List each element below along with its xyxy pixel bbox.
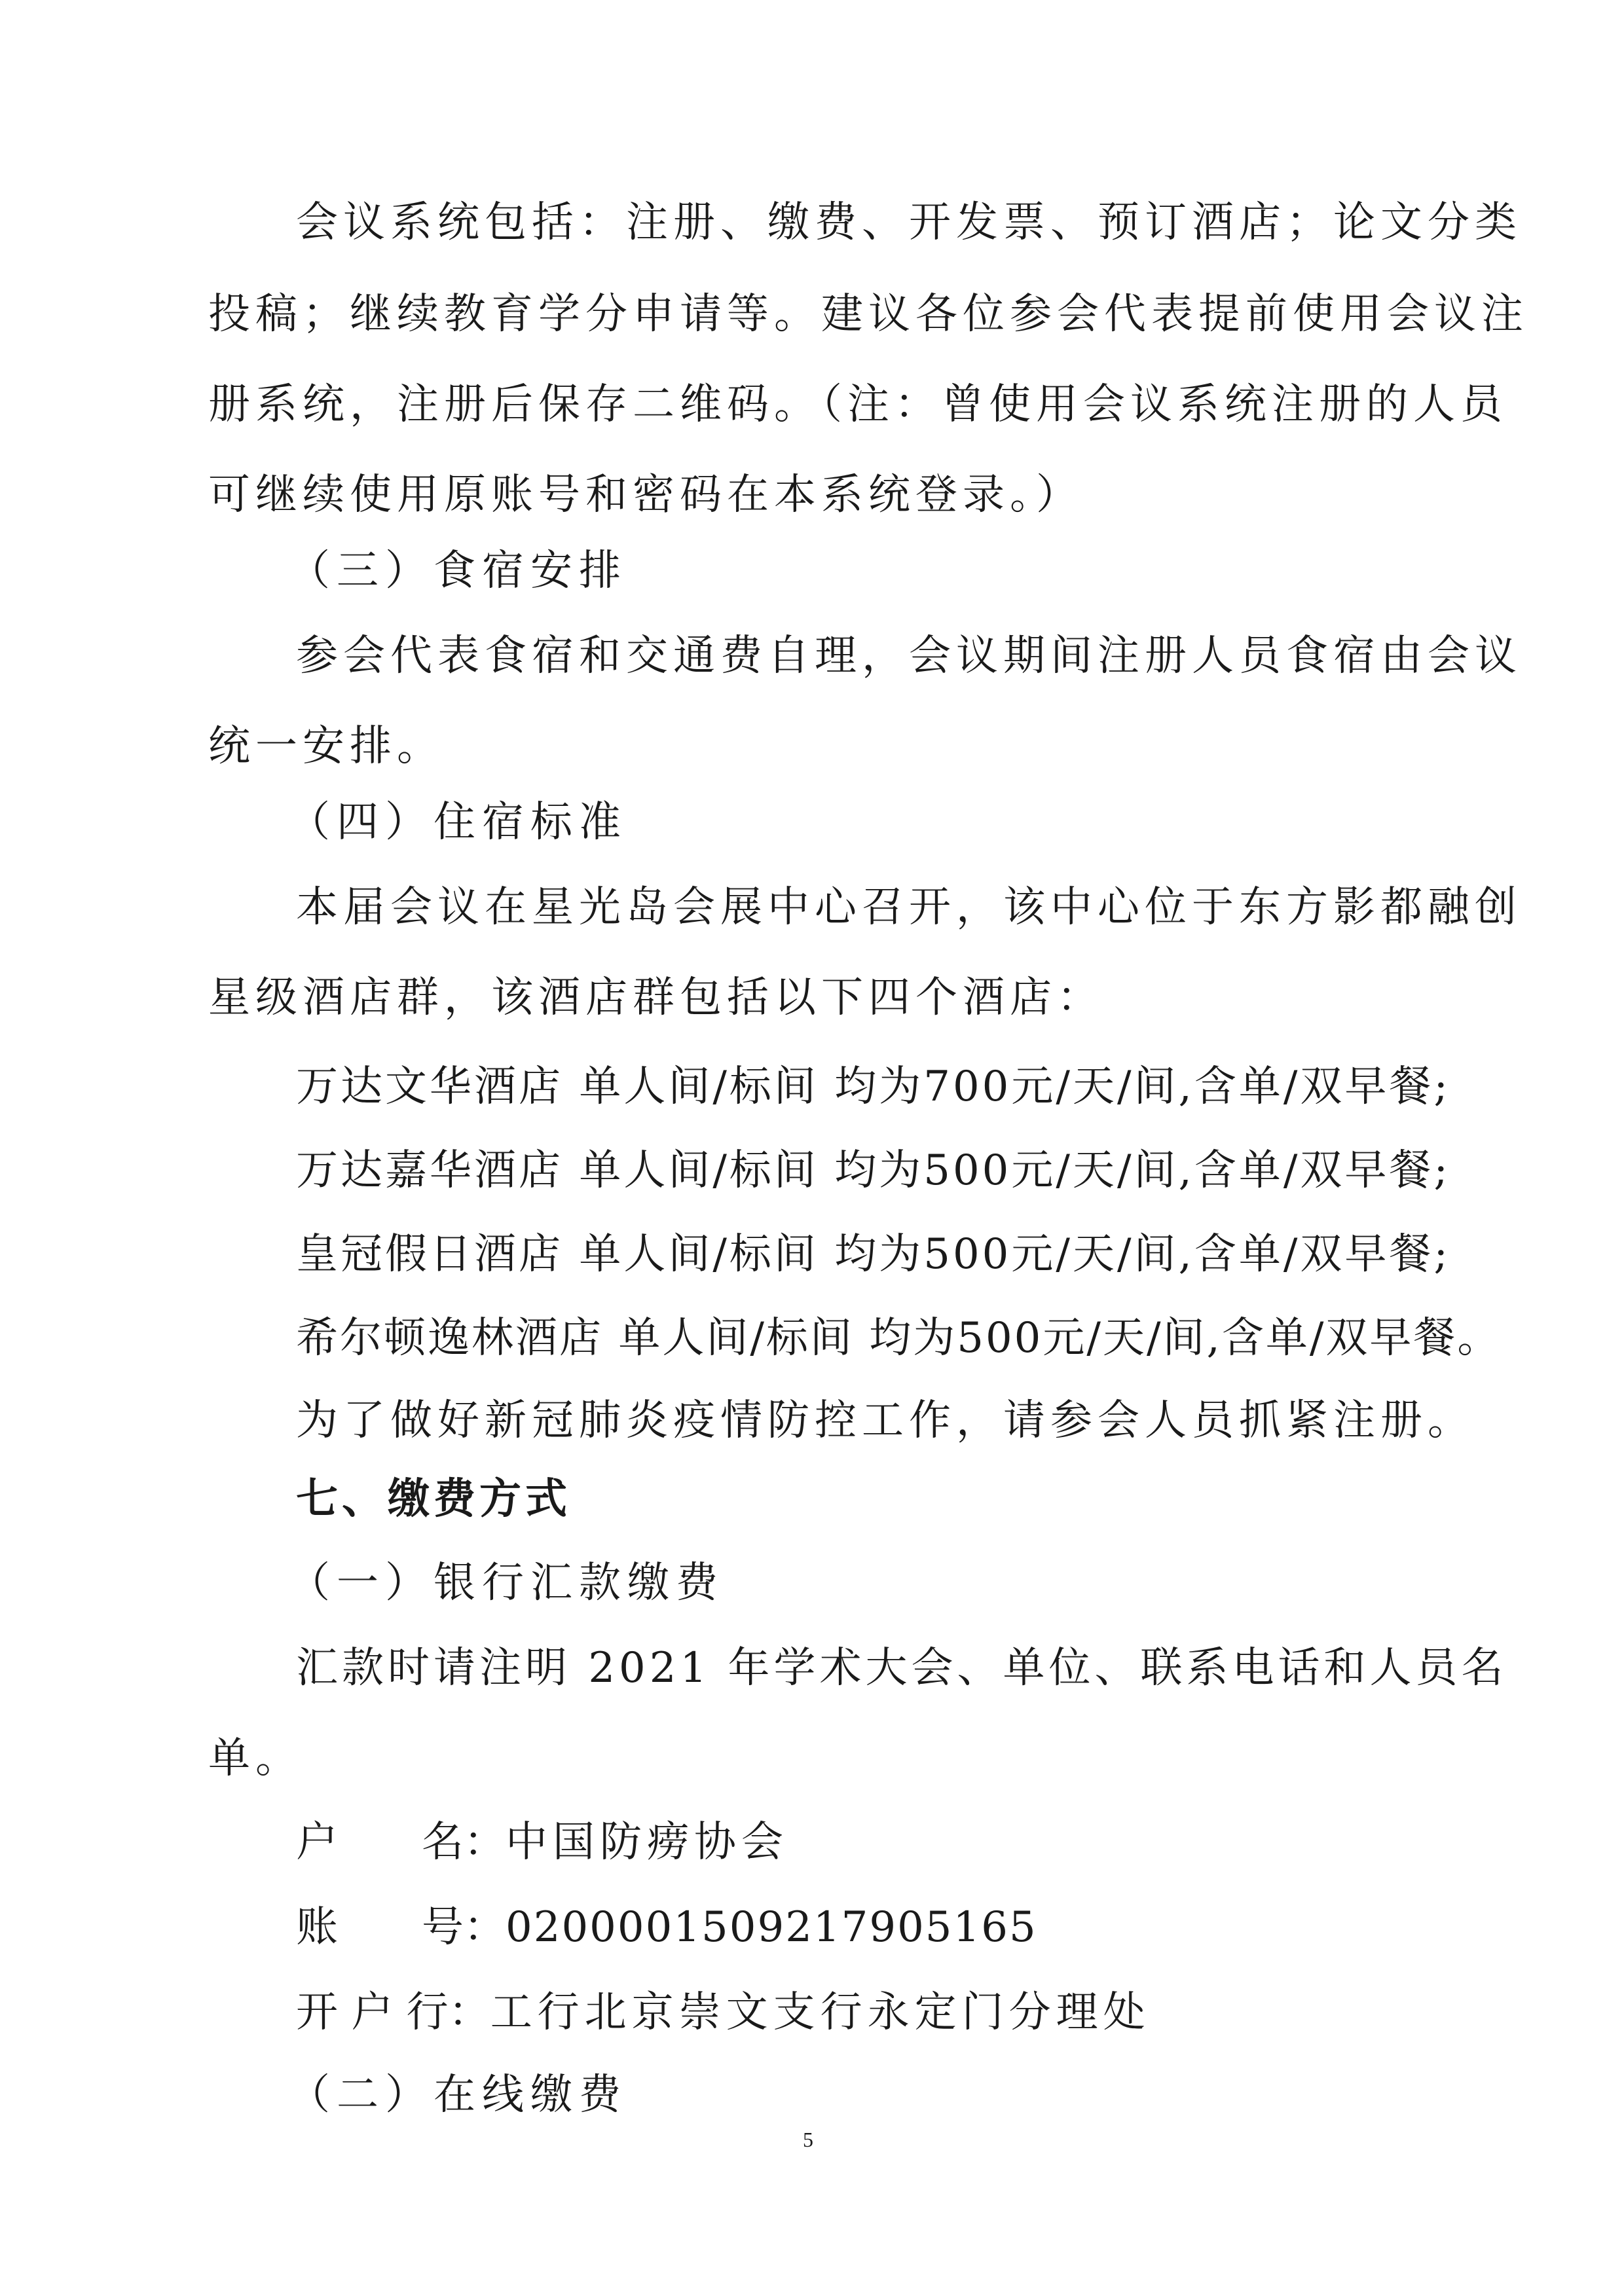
paragraph-line: 可继续使用原账号和密码在本系统登录。）	[208, 471, 1083, 519]
section-heading: 七、缴费方式	[296, 1475, 571, 1523]
account-name-row	[296, 1816, 788, 1868]
bank-value: 工行北京崇文支行永定门分理处	[490, 1988, 1151, 2037]
account-number-value: 0200001509217905165	[506, 1903, 1037, 1952]
paragraph-line: 投稿；继续教育学分申请等。建议各位参会代表提前使用会议注	[208, 290, 1528, 338]
page-number: 5	[803, 2128, 813, 2151]
hotel-line: 万达文华酒店 单人间/标间 均为700元/天/间,含单/双早餐;	[296, 1063, 1450, 1111]
account-number-label: 账 号：	[296, 1903, 506, 1952]
account-number-row	[296, 1901, 1037, 1954]
account-name-label: 户 名：	[296, 1818, 506, 1867]
paragraph-line: 单。	[208, 1734, 303, 1783]
section-title: （二）在线缴费	[288, 2071, 627, 2119]
bank-label: 开 户 行：	[296, 1988, 490, 2037]
paragraph-line: 星级酒店群，该酒店群包括以下四个酒店：	[208, 974, 1104, 1022]
hotel-line: 皇冠假日酒店 单人间/标间 均为500元/天/间,含单/双早餐;	[296, 1230, 1450, 1279]
bank-row	[296, 1986, 1151, 2039]
hotel-line: 希尔顿逸林酒店 单人间/标间 均为500元/天/间,含单/双早餐。	[296, 1314, 1502, 1362]
paragraph-line: 为了做好新冠肺炎疫情防控工作，请参会人员抓紧注册。	[296, 1396, 1475, 1445]
paragraph-line: 统一安排。	[208, 722, 444, 771]
hotel-line: 万达嘉华酒店 单人间/标间 均为500元/天/间,含单/双早餐;	[296, 1146, 1450, 1195]
section-title: （四）住宿标准	[288, 798, 627, 847]
paragraph-line: 本届会议在星光岛会展中心召开，该中心位于东方影都融创	[296, 883, 1522, 932]
paragraph-line: 汇款时请注明 2021 年学术大会、单位、联系电话和人员名	[296, 1644, 1507, 1692]
section-title: （一）银行汇款缴费	[288, 1559, 724, 1607]
section-title: （三）食宿安排	[288, 547, 627, 595]
paragraph-line: 册系统，注册后保存二维码。（注：曾使用会议系统注册的人员	[208, 380, 1507, 429]
paragraph-line: 参会代表食宿和交通费自理，会议期间注册人员食宿由会议	[296, 632, 1522, 680]
paragraph-line: 会议系统包括：注册、缴费、开发票、预订酒店；论文分类	[296, 198, 1522, 247]
account-name-value: 中国防痨协会	[506, 1818, 788, 1867]
